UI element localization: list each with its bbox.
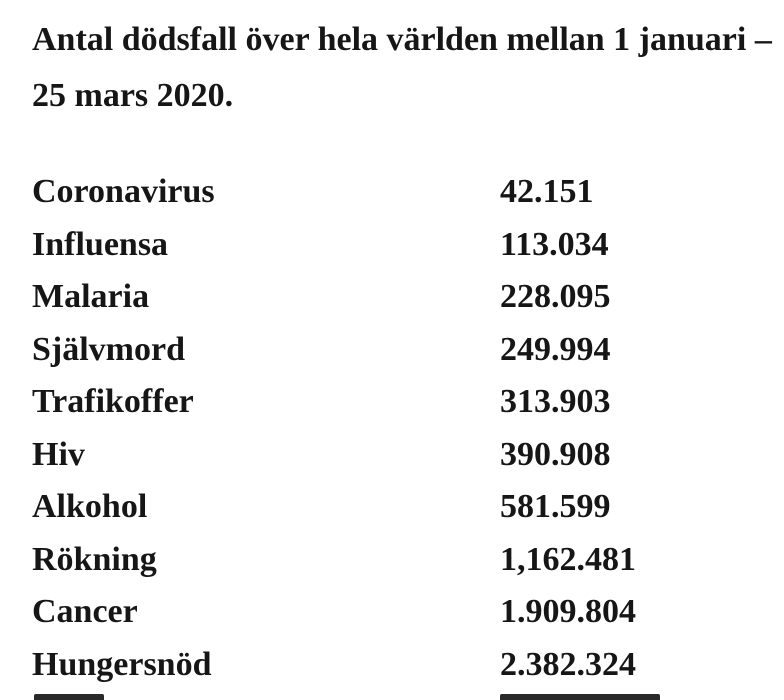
cause-label: Cancer (32, 593, 138, 630)
table-row (32, 271, 762, 324)
table-row (32, 586, 762, 639)
table-row (32, 481, 762, 534)
deaths-table (32, 166, 762, 691)
table-row (32, 219, 762, 272)
death-count: 313.903 (500, 383, 611, 420)
death-count: 249.994 (500, 330, 611, 368)
cropped-text-fragment (34, 694, 104, 700)
cause-label: Trafikoffer (32, 383, 194, 420)
cropped-next-row (0, 689, 784, 700)
table-row (32, 429, 762, 482)
death-count: 228.095 (500, 278, 611, 315)
cause-label: Coronavirus (32, 173, 215, 210)
table-row (32, 376, 762, 429)
death-count: 2.382.324 (500, 645, 636, 683)
cropped-text-fragment (500, 694, 660, 700)
cause-label: Influensa (32, 225, 169, 263)
cause-label: Självmord (32, 330, 185, 368)
table-row (32, 534, 762, 587)
death-count: 1.909.804 (500, 593, 636, 630)
table-row (32, 639, 762, 692)
death-count: 113.034 (500, 225, 609, 263)
cause-label: Rökning (32, 540, 157, 578)
cause-label: Hungersnöd (32, 645, 212, 683)
death-count: 1,162.481 (500, 540, 636, 578)
table-row (32, 166, 762, 219)
death-count: 390.908 (500, 435, 611, 473)
cause-label: Hiv (32, 435, 85, 473)
table-row (32, 324, 762, 377)
death-count: 42.151 (500, 173, 594, 210)
cause-label: Alkohol (32, 488, 148, 525)
death-count: 581.599 (500, 488, 611, 525)
cause-label: Malaria (32, 278, 150, 315)
document-title: Antal dödsfall över hela världen mellan 1 januari – 25 mars 2020. (32, 21, 772, 114)
